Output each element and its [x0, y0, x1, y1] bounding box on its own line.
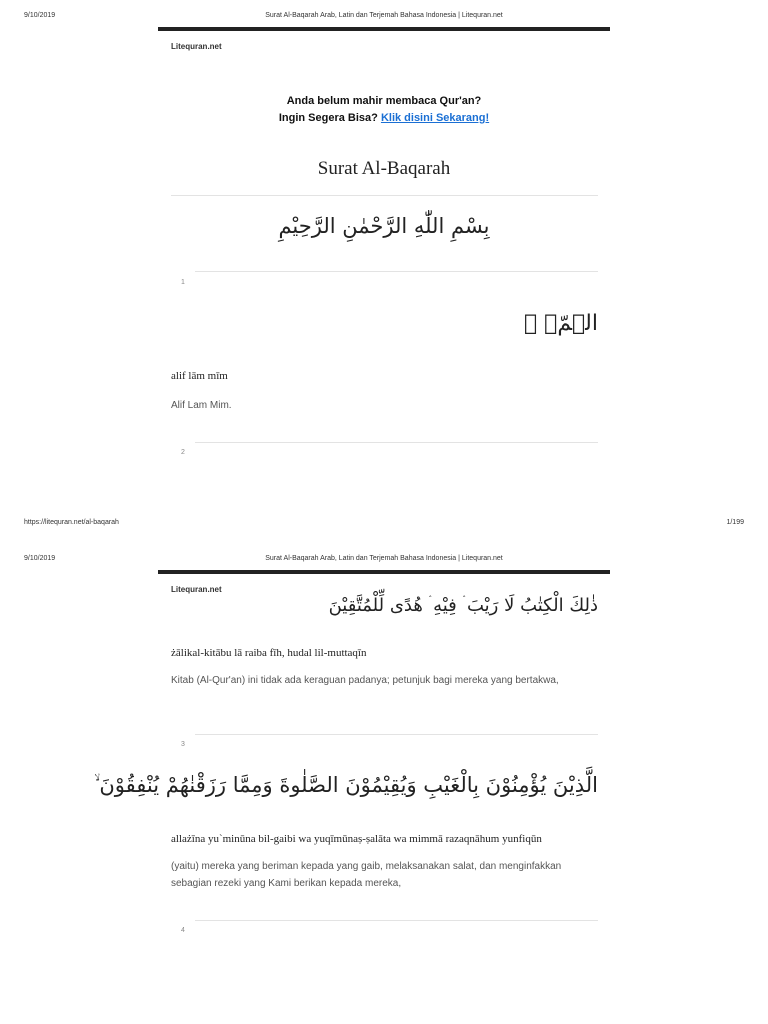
- verse-arabic: الۤمّۤ ۚ: [523, 311, 598, 336]
- site-brand-link[interactable]: Litequran.net: [171, 585, 222, 594]
- verse-latin: allażīna yu`minūna bil-gaibi wa yuqīmūnaṣ-ṣalāta wa mimmā razaqnāhum yunfiqūn: [171, 833, 542, 845]
- print-header-title: Surat Al-Baqarah Arab, Latin dan Terjemah Bahasa Indonesia | Litequran.net: [265, 555, 503, 562]
- print-header-title: Surat Al-Baqarah Arab, Latin dan Terjemah Bahasa Indonesia | Litequran.net: [265, 12, 503, 19]
- verse-arabic: ذٰلِكَ الْكِتٰبُ لَا رَيْبَ ۛ فِيْهِ ۛ هُدًى لِّلْمُتَّقِيْنَ: [328, 595, 598, 616]
- verse-divider: [195, 271, 598, 272]
- verse-latin: alif lām mīm: [171, 370, 228, 382]
- verse-divider: [195, 920, 598, 921]
- bismillah: بِسْمِ اللّٰهِ الرَّحْمٰنِ الرَّحِيْمِ: [278, 214, 490, 238]
- site-brand-link[interactable]: Litequran.net: [171, 42, 222, 51]
- verse-divider: [195, 442, 598, 443]
- surah-title: Surat Al-Baqarah: [317, 158, 451, 179]
- print-date: 9/10/2019: [24, 555, 56, 562]
- verse-number: 4: [181, 927, 185, 934]
- verse-number: 3: [181, 741, 185, 748]
- title-divider: [171, 195, 598, 196]
- header-bar: [158, 27, 610, 31]
- verse-number: 2: [181, 449, 185, 456]
- print-date: 9/10/2019: [24, 12, 56, 19]
- header-bar: [158, 570, 610, 574]
- verse-translation: Alif Lam Mim.: [171, 400, 232, 411]
- promo-question: Ingin Segera Bisa?: [278, 112, 378, 124]
- verse-arabic: الَّذِيْنَ يُؤْمِنُوْنَ بِالْغَيْبِ وَيُقِيْمُوْنَ الصَّلٰوةَ وَمِمَّا رَزَقْنٰهُمْ يُنْفِقُوْنَ ۙ: [94, 773, 598, 797]
- promo-line-2: [158, 110, 610, 127]
- verse-number: 1: [181, 279, 185, 286]
- promo-banner: [158, 93, 610, 127]
- verse-translation: (yaitu) mereka yang beriman kepada yang gaib, melaksanakan salat, dan menginfakkan sebagian rezeki yang Kami berikan kepada mereka,: [171, 861, 562, 889]
- verse-translation: Kitab (Al-Qur'an) ini tidak ada keraguan padanya; petunjuk bagi mereka yang bertakwa,: [171, 675, 559, 686]
- verse-divider: [195, 734, 598, 735]
- print-footer-url: https://litequran.net/al-baqarah: [24, 519, 119, 526]
- print-page-2: [0, 545, 768, 1024]
- promo-link[interactable]: Klik disini Sekarang!: [380, 112, 490, 124]
- verse-latin: żālikal-kitābu lā raiba fīh, hudal lil-muttaqīn: [171, 647, 367, 659]
- print-footer-page-number: 1/199: [726, 519, 744, 526]
- promo-line-1: Anda belum mahir membaca Qur'an?: [286, 95, 482, 107]
